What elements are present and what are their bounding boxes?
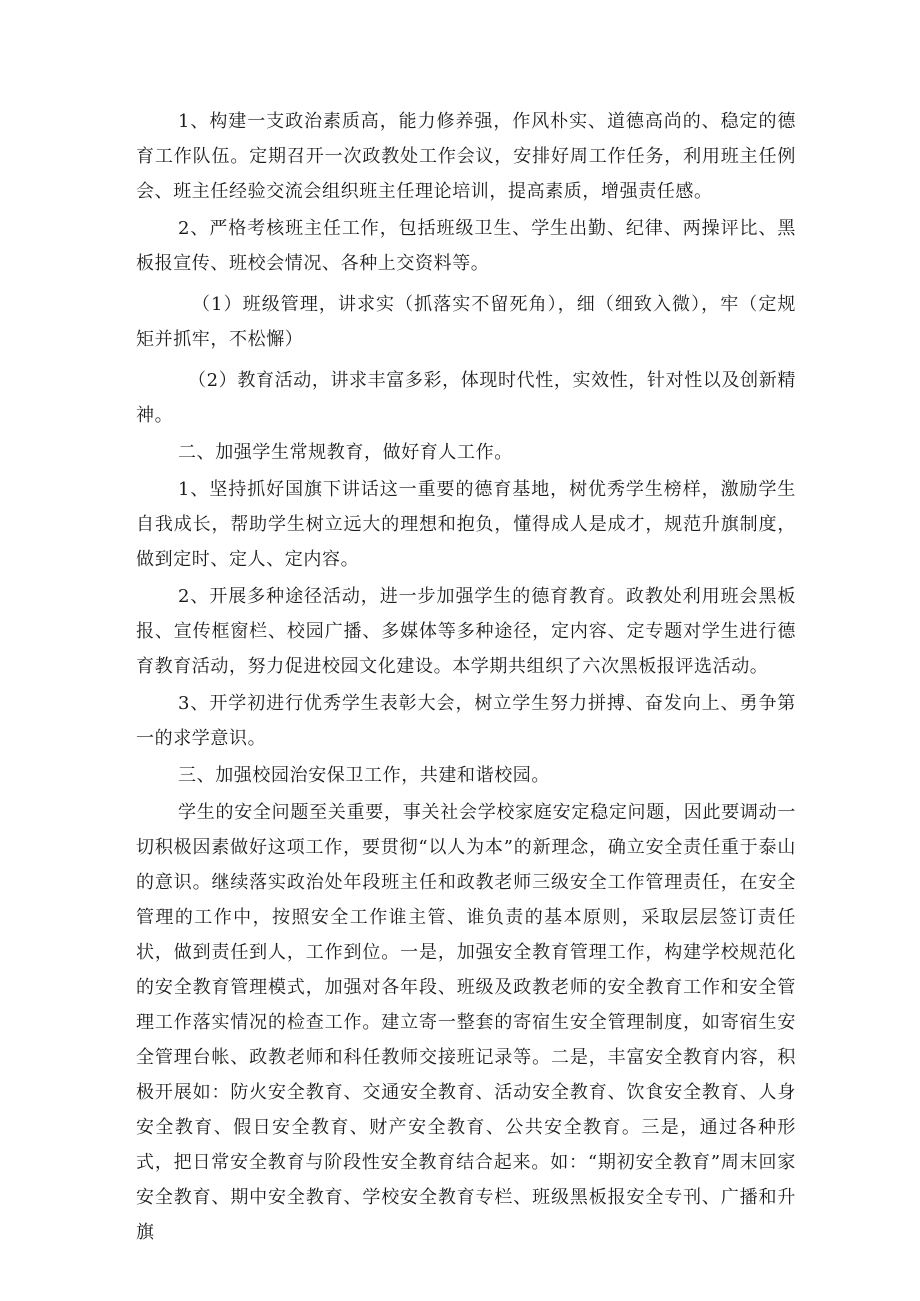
section-heading-campus-security: 三、加强校园治安保卫工作，共建和谐校园。 (178, 765, 550, 786)
paragraph-flag-speech: 1、坚持抓好国旗下讲话这一重要的德育基地，树优秀学生榜样，激励学生自我成长，帮助学生树立远大的理想和抱负，懂得成人是成才，规范升旗制度，做到定时、定人、定内容。 (136, 479, 796, 570)
paragraph-diverse-activities: 2、开展多种途径活动，进一步加强学生的德育教育。政教处利用班会黑板报、宣传框窗栏、校园广播、多媒体等多种途径，定内容、定专题对学生进行德育教育活动，努力促进校园文化建设。本学期共组织了六次黑板报评选活动。 (136, 586, 796, 677)
section-heading-routine-education: 二、加强学生常规教育，做好育人工作。 (178, 442, 513, 463)
paragraph-safety-work: 学生的安全问题至关重要，事关社会学校家庭安定稳定问题，因此要调动一切积极因素做好这项工作，要贯彻“以人为本”的新理念，确立安全责任重于泰山的意识。继续落实政治处年段班主任和政教老师三级安全工作管理责任，在安全管理的工作中，按照安全工作谁主管、谁负责的基本原则，采取层层签订责任状，做到责任到人，工作到位。一是，加强安全教育管理工作，构建学校规范化的安全教育管理模式，加强对各年段、班级及政教老师的安全教育工作和安全管理工作落实情况的检查工作。建立寄一整套的寄宿生安全管理制度，如寄宿生安全管理台帐、政教老师和科任教师交接班记录等。二是，丰富安全教育内容，积极开展如：防火安全教育、交通安全教育、活动安全教育、饮食安全教育、人身安全教育、假日安全教育、财产安全教育、公共安全教育。三是，通过各种形式，把日常安全教育与阶段性安全教育结合起来。如：“期初安全教育”周末回家安全教育、期中安全教育、学校安全教育专栏、班级黑板报安全专刊、广播和升旗 (136, 802, 796, 1243)
paragraph-class-management: （1）班级管理，讲求实（抓落实不留死角），细（细致入微），牢（定规矩并抓牢，不松懈） (136, 294, 796, 350)
paragraph-team-building: 1、构建一支政治素质高，能力修养强，作风朴实、道德高尚的、稳定的德育工作队伍。定期召开一次政教处工作会议，安排好周工作任务，利用班主任例会、班主任经验交流会组织班主任理论培训，提高素质，增强责任感。 (136, 111, 796, 202)
document-page (136, 104, 796, 1250)
paragraph-student-commendation: 3、开学初进行优秀学生表彰大会，树立学生努力拼搏、奋发向上、勇争第一的求学意识。 (136, 693, 796, 749)
paragraph-head-teacher-assessment: 2、严格考核班主任工作，包括班级卫生、学生出勤、纪律、两操评比、黑板报宣传、班校会情况、各种上交资料等。 (136, 218, 796, 274)
paragraph-education-activities: （2）教育活动，讲求丰富多彩，体现时代性，实效性，针对性以及创新精神。 (136, 370, 796, 426)
